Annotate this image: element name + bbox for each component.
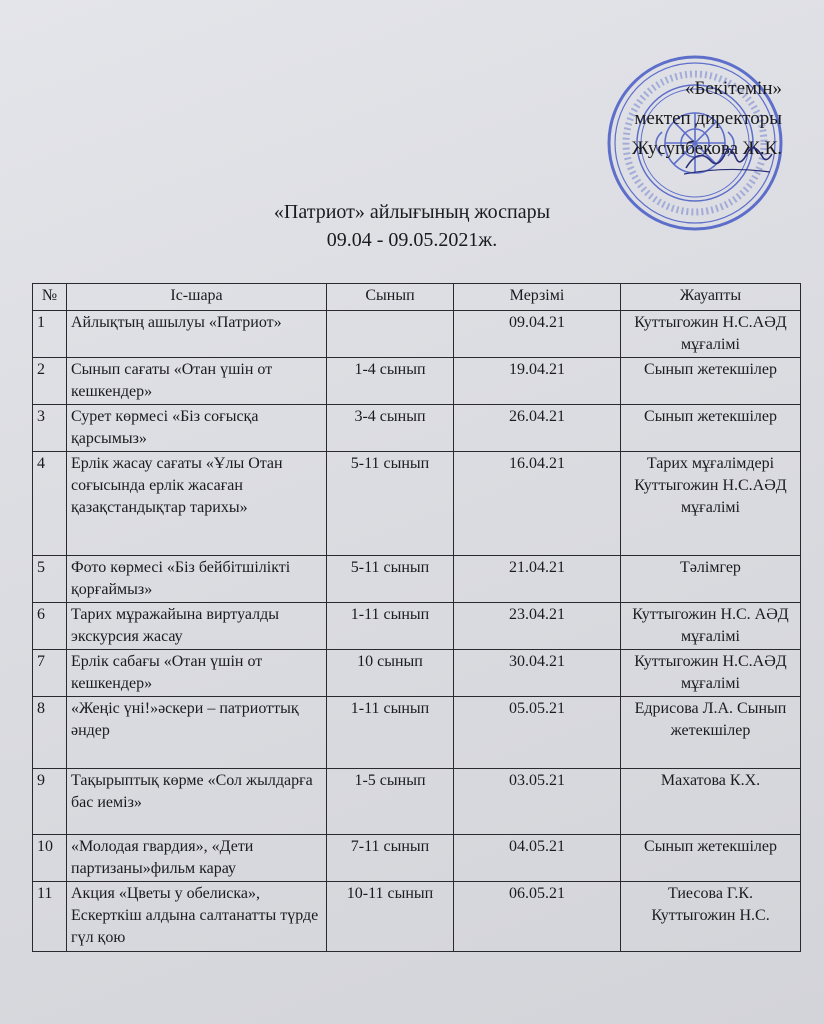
table-header-row	[33, 284, 801, 311]
row-responsible: Куттыгожин Н.С.АӘД мұғалімі	[621, 311, 801, 358]
signature-icon	[680, 134, 776, 184]
row-event: «Жеңіс үні!»әскери – патриоттық әндер	[67, 697, 327, 769]
row-number: 8	[33, 697, 67, 769]
row-number: 3	[33, 405, 67, 452]
row-responsible: Тәлімгер	[621, 556, 801, 603]
row-event: Айлықтың ашылуы «Патриот»	[67, 311, 327, 358]
table-row	[33, 452, 801, 556]
approval-heading: «Бекітемін»	[684, 78, 782, 99]
row-responsible: Махатова К.Х.	[621, 769, 801, 835]
table-row	[33, 603, 801, 650]
row-class: 3-4 сынып	[327, 405, 454, 452]
row-event: Ерлік жасау сағаты «Ұлы Отан соғысында ерлік жасаған қазақстандықтар тарихы»	[67, 452, 327, 556]
row-date: 19.04.21	[454, 358, 621, 405]
row-responsible: Тарих мұғалімдері Куттыгожин Н.С.АӘД мұғалімі	[621, 452, 801, 556]
row-number: 10	[33, 835, 67, 882]
row-responsible: Едрисова Л.А. Сынып жетекшілер	[621, 697, 801, 769]
row-number: 6	[33, 603, 67, 650]
approval-position: мектеп директоры	[634, 108, 782, 129]
row-event: Тақырыптық көрме «Сол жылдарға бас иеміз»	[67, 769, 327, 835]
row-number: 7	[33, 650, 67, 697]
row-date: 04.05.21	[454, 835, 621, 882]
row-date: 23.04.21	[454, 603, 621, 650]
row-date: 21.04.21	[454, 556, 621, 603]
row-date: 05.05.21	[454, 697, 621, 769]
row-number: 4	[33, 452, 67, 556]
row-class: 1-4 сынып	[327, 358, 454, 405]
table-row	[33, 556, 801, 603]
row-responsible: Сынып жетекшілер	[621, 358, 801, 405]
row-class: 1-11 сынып	[327, 697, 454, 769]
row-date: 26.04.21	[454, 405, 621, 452]
row-event: Сынып сағаты «Отан үшін от кешкендер»	[67, 358, 327, 405]
row-date: 03.05.21	[454, 769, 621, 835]
row-event: Акция «Цветы у обелиска», Ескерткіш алдына салтанатты түрде гүл қою	[67, 882, 327, 952]
header-class: Сынып	[327, 284, 454, 311]
row-number: 1	[33, 311, 67, 358]
table-row	[33, 650, 801, 697]
table-row	[33, 405, 801, 452]
table-row	[33, 358, 801, 405]
row-class: 10 сынып	[327, 650, 454, 697]
row-class: 10-11 сынып	[327, 882, 454, 952]
table-row	[33, 311, 801, 358]
table-row	[33, 882, 801, 952]
row-date: 16.04.21	[454, 452, 621, 556]
approval-director-name: Жусупбекова Ж.К.	[631, 138, 782, 159]
row-event: «Молодая гвардия», «Дети партизаны»фильм карау	[67, 835, 327, 882]
row-number: 9	[33, 769, 67, 835]
row-class: 5-11 сынып	[327, 556, 454, 603]
header-number: №	[33, 284, 67, 311]
row-class: 1-11 сынып	[327, 603, 454, 650]
row-event: Ерлік сабағы «Отан үшін от кешкендер»	[67, 650, 327, 697]
row-responsible: Сынып жетекшілер	[621, 835, 801, 882]
table-row	[33, 697, 801, 769]
row-event: Сурет көрмесі «Біз соғысқа қарсымыз»	[67, 405, 327, 452]
row-class: 1-5 сынып	[327, 769, 454, 835]
row-class: 7-11 сынып	[327, 835, 454, 882]
row-class	[327, 311, 454, 358]
plan-table	[32, 283, 801, 952]
row-date: 06.05.21	[454, 882, 621, 952]
plan-period: 09.04 - 09.05.2021ж.	[326, 229, 498, 251]
document-title	[0, 198, 824, 254]
row-event: Фото көрмесі «Біз бейбітшілікті қорғаймыз»	[67, 556, 327, 603]
table-row	[33, 769, 801, 835]
header-date: Мерзімі	[454, 284, 621, 311]
row-number: 11	[33, 882, 67, 952]
row-class: 5-11 сынып	[327, 452, 454, 556]
header-responsible: Жауапты	[621, 284, 801, 311]
row-event: Тарих мұражайына виртуалды экскурсия жасау	[67, 603, 327, 650]
row-responsible: Куттыгожин Н.С. АӘД мұғалімі	[621, 603, 801, 650]
row-number: 2	[33, 358, 67, 405]
row-number: 5	[33, 556, 67, 603]
plan-title: «Патриот» айлығының жоспары	[273, 201, 551, 223]
row-responsible: Куттыгожин Н.С.АӘД мұғалімі	[621, 650, 801, 697]
row-responsible: Сынып жетекшілер	[621, 405, 801, 452]
row-date: 09.04.21	[454, 311, 621, 358]
row-responsible: Тиесова Г.К. Куттыгожин Н.С.	[621, 882, 801, 952]
header-event: Іс-шара	[67, 284, 327, 311]
table-row	[33, 835, 801, 882]
row-date: 30.04.21	[454, 650, 621, 697]
